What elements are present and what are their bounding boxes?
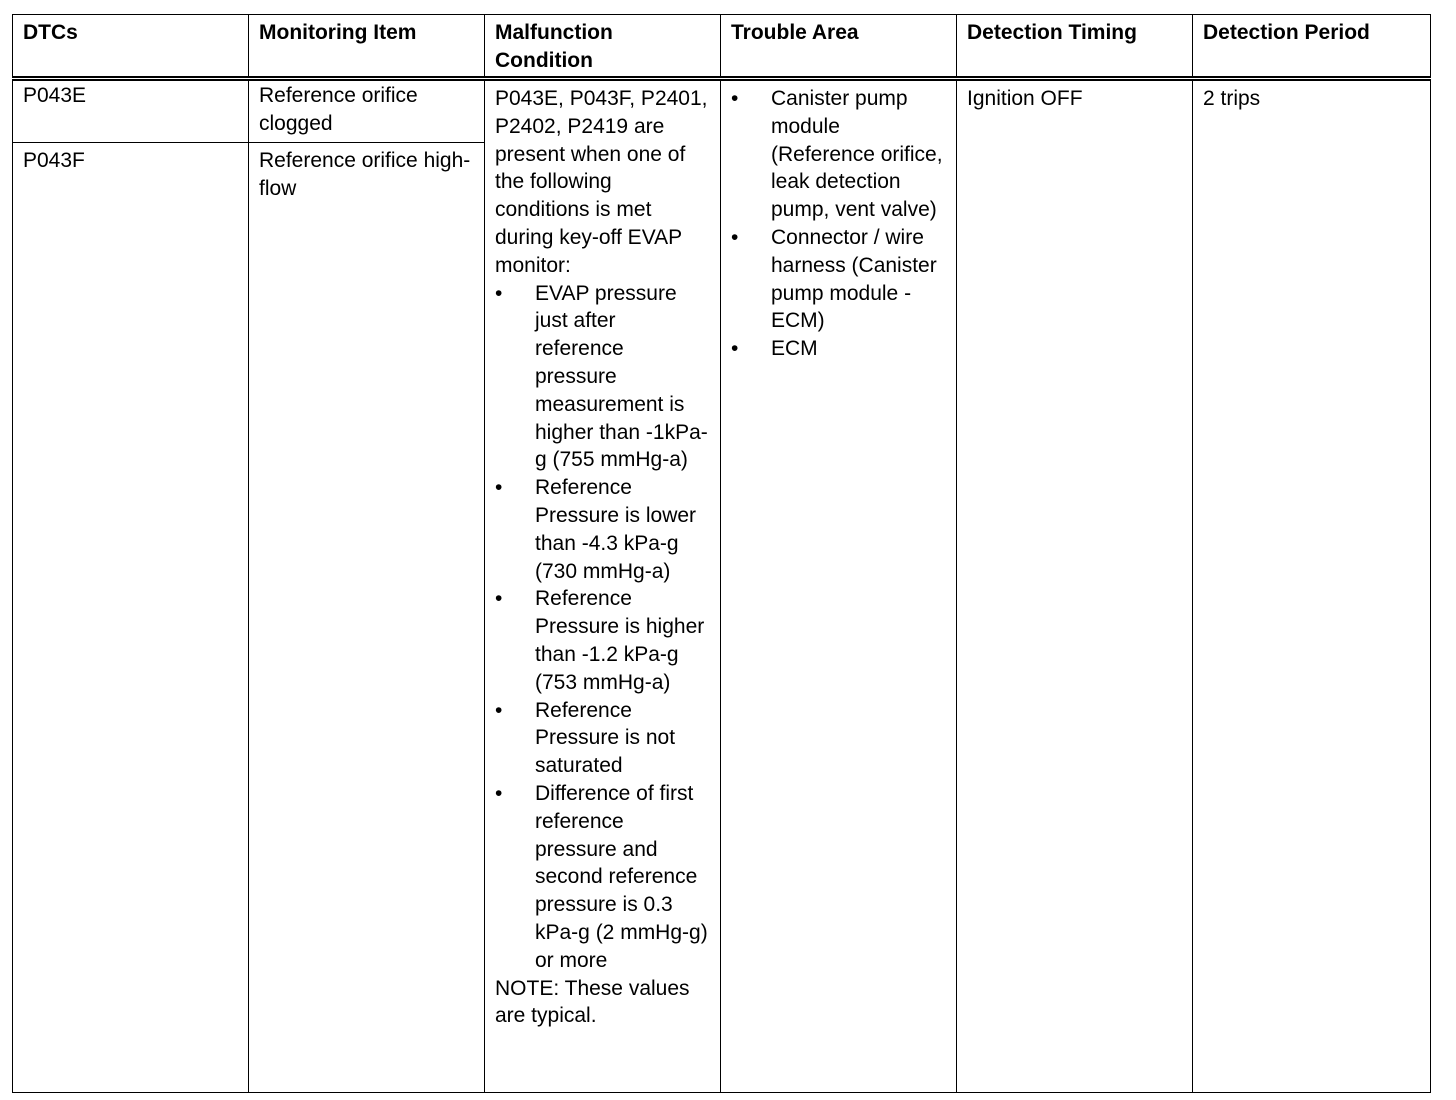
list-item [495,280,710,475]
bullet-icon: • [495,587,503,611]
header-row [13,15,1431,79]
condition-text: Reference Pressure is not saturated [535,698,676,778]
malfunction-condition-list [495,280,710,975]
list-item [731,85,946,224]
bullet-icon: • [731,87,739,110]
dtc-code: P043F [13,143,249,1093]
condition-text: Difference of first reference pressure and second reference pressure is 0.3 kPa-g (2 mmHg-g) or more [535,781,708,972]
monitoring-item: Reference orifice high-flow [249,143,485,1093]
list-item [731,224,946,335]
list-item [731,335,946,363]
trouble-area-list [731,85,946,363]
monitoring-item: Reference orifice clogged [249,79,485,143]
dtc-code: P043E [13,79,249,143]
list-item [495,780,710,975]
dtc-table [12,14,1431,1093]
header-detection-period: Detection Period [1193,15,1431,79]
malfunction-condition-cell [485,79,721,1093]
malfunction-note: NOTE: These values are typical. [495,976,690,1028]
bullet-icon: • [495,781,503,805]
condition-text: Reference Pressure is lower than -4.3 kPa-g (730 mmHg-a) [535,476,697,583]
trouble-area-text: Canister pump module (Reference orifice, leak detection pump, vent valve) [771,87,943,222]
bullet-icon: • [495,698,503,722]
condition-text: Reference Pressure is higher than -1.2 kPa-g (753 mmHg-a) [535,587,705,694]
list-item [495,697,710,780]
detection-timing: Ignition OFF [957,79,1193,1093]
header-monitoring-item: Monitoring Item [249,15,485,79]
malfunction-intro: P043E, P043F, P2401, P2402, P2419 are present when one of the following conditions is met during key-off EVAP monitor: [495,87,708,277]
list-item [495,585,710,696]
bullet-icon: • [495,281,503,305]
bullet-icon: • [731,225,739,249]
condition-text: EVAP pressure just after reference pressure measurement is higher than -1kPa-g (755 mmHg-a) [535,281,708,472]
header-detection-timing: Detection Timing [957,15,1193,79]
trouble-area-cell [721,79,957,1093]
header-malfunction-condition: Malfunction Condition [485,15,721,79]
table-row [13,79,1431,143]
bullet-icon: • [731,337,739,361]
header-trouble-area: Trouble Area [721,15,957,79]
bullet-icon: • [495,476,503,500]
trouble-area-text: Connector / wire harness (Canister pump module - ECM) [771,225,937,333]
trouble-area-text: ECM [771,337,818,361]
header-dtcs: DTCs [13,15,249,79]
list-item [495,474,710,585]
detection-period: 2 trips [1193,79,1431,1093]
